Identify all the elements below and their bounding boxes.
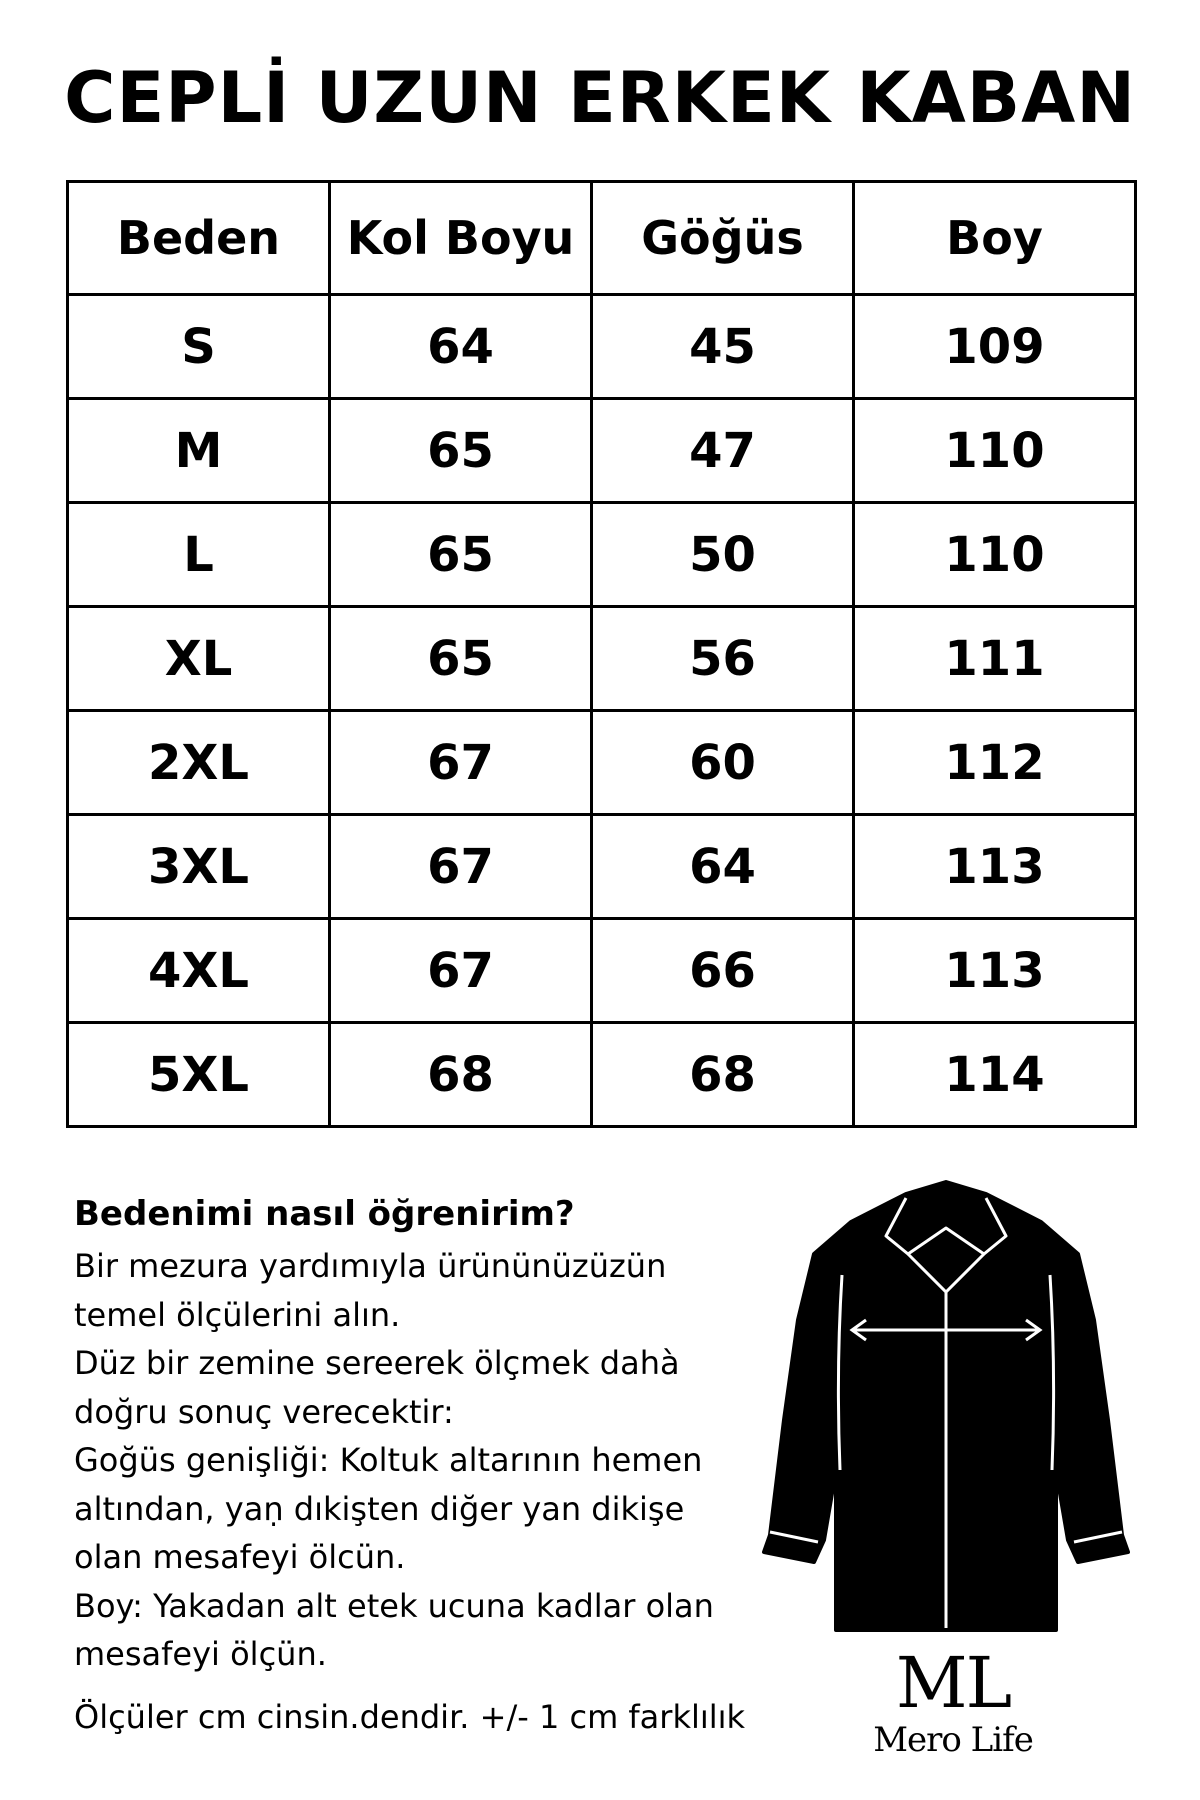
length-cell: 113 — [854, 815, 1136, 919]
length-cell: 113 — [854, 919, 1136, 1023]
length-cell: 110 — [854, 503, 1136, 607]
instruction-line: olan mesafeyi ölcün. — [74, 1538, 406, 1576]
coat-illustration — [756, 1170, 1146, 1640]
instruction-line: doğru sonuç verecektir: — [74, 1392, 454, 1431]
table-row — [68, 711, 1136, 815]
size-chart-table — [66, 180, 1137, 1128]
instruction-line: Düz bir zemine sereerek ölçmek dahà — [74, 1344, 680, 1382]
table-row — [68, 399, 1136, 503]
length-cell: 114 — [854, 1023, 1136, 1127]
table-header-row — [68, 182, 1136, 295]
page-title: CEPLİ UZUN ERKEK KABAN — [64, 57, 1136, 139]
chest-cell: 68 — [592, 1023, 854, 1127]
size-cell: 5XL — [68, 1023, 330, 1127]
size-cell: L — [68, 503, 330, 607]
size-cell: XL — [68, 607, 330, 711]
instruction-line: temel ölçülerini alın. — [74, 1295, 401, 1334]
chest-cell: 66 — [592, 919, 854, 1023]
table-row — [68, 295, 1136, 399]
chest-cell: 45 — [592, 295, 854, 399]
size-cell: S — [68, 295, 330, 399]
brand-logo — [848, 1642, 1058, 1760]
size-cell: 4XL — [68, 919, 330, 1023]
length-cell: 112 — [854, 711, 1136, 815]
size-cell: M — [68, 399, 330, 503]
chest-cell: 64 — [592, 815, 854, 919]
brand-name: Mero Life — [873, 1720, 1033, 1760]
sleeve-length-cell: 68 — [330, 1023, 592, 1127]
sleeve-length-cell: 65 — [330, 503, 592, 607]
table-row — [68, 503, 1136, 607]
column-header-beden: Beden — [68, 182, 330, 295]
table-row — [68, 815, 1136, 919]
instruction-line: Boy: Yakadan alt etek ucuna kadlar olan — [74, 1586, 714, 1625]
column-header-gogus: Göğüs — [592, 182, 854, 295]
sleeve-length-cell: 65 — [330, 399, 592, 503]
sleeve-length-cell: 67 — [330, 711, 592, 815]
instruction-line: Bir mezura yardımıyla ürününüzüzün — [74, 1247, 667, 1285]
coat-icon — [756, 1170, 1146, 1640]
table-row — [68, 919, 1136, 1023]
brand-logo-mark: ML — [895, 1642, 1011, 1724]
sleeve-length-cell: 65 — [330, 607, 592, 711]
measurement-instructions — [74, 1190, 794, 1741]
measurement-note: Ölçüler cm cinsin.dendir. +/- 1 cm farklılık — [74, 1697, 746, 1736]
column-header-kol-boyu: Kol Boyu — [330, 182, 592, 295]
size-cell: 2XL — [68, 711, 330, 815]
sleeve-length-cell: 64 — [330, 295, 592, 399]
chest-cell: 47 — [592, 399, 854, 503]
table-row — [68, 607, 1136, 711]
instruction-line: mesafeyi ölçün. — [74, 1635, 327, 1673]
chest-cell: 50 — [592, 503, 854, 607]
chest-cell: 60 — [592, 711, 854, 815]
size-cell: 3XL — [68, 815, 330, 919]
instructions-heading: Bedenimi nasıl öğrenirim? — [74, 1194, 575, 1234]
sleeve-length-cell: 67 — [330, 815, 592, 919]
column-header-boy: Boy — [854, 182, 1136, 295]
instruction-line: altından, yaṇ dıkişten diğer yan dikişe — [74, 1489, 685, 1528]
chest-cell: 56 — [592, 607, 854, 711]
length-cell: 110 — [854, 399, 1136, 503]
table-row — [68, 1023, 1136, 1127]
sleeve-length-cell: 67 — [330, 919, 592, 1023]
length-cell: 111 — [854, 607, 1136, 711]
instruction-line: Goğüs genişliği: Koltuk altarının hemen — [74, 1441, 703, 1479]
length-cell: 109 — [854, 295, 1136, 399]
